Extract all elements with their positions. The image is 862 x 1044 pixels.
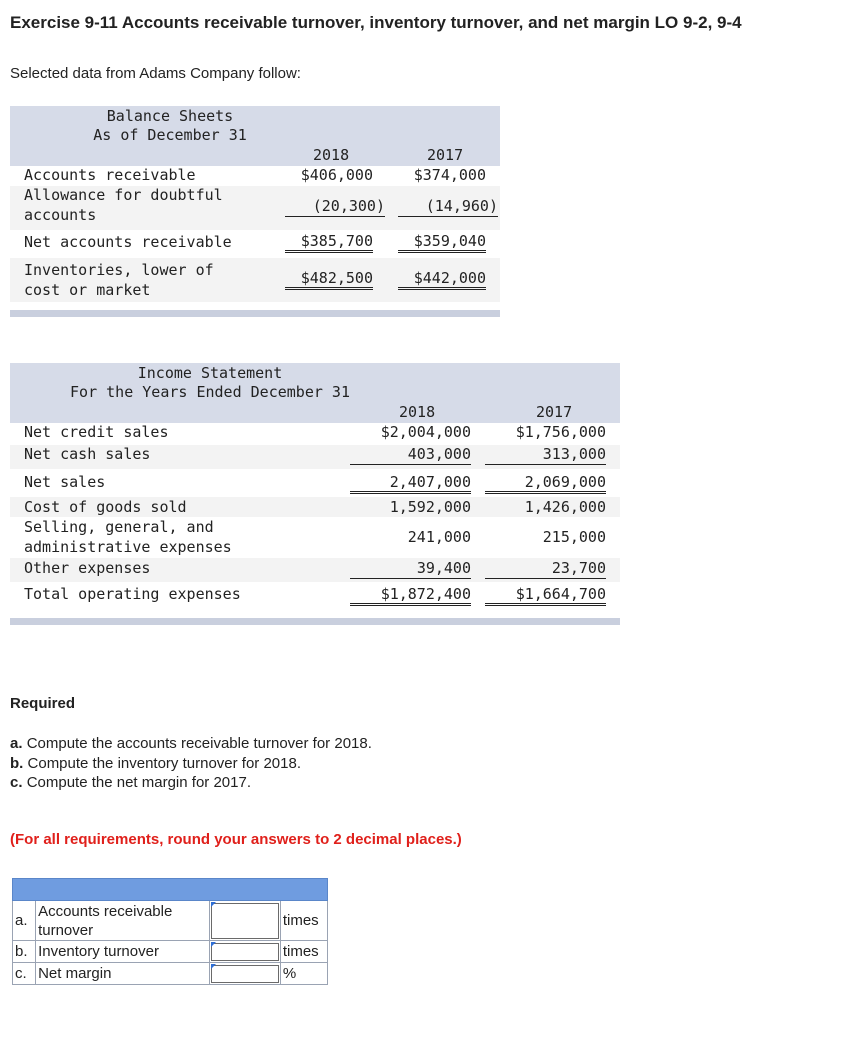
is-value-2017: $1,664,700: [485, 585, 606, 606]
is-value-2018: 2,407,000: [350, 473, 471, 494]
is-value-2017: 1,426,000: [524, 498, 606, 516]
is-col-2018: 2018: [399, 403, 436, 421]
is-row-net-credit-sales: [10, 423, 620, 445]
answer-label: Accounts receivable turnover: [36, 901, 210, 941]
bs-row-accounts-receivable: [10, 166, 500, 186]
bs-label: Allowance for doubtful: [24, 186, 223, 204]
answer-cell: [209, 901, 280, 941]
requirement-a: a. Compute the accounts receivable turnover for 2018.: [10, 735, 372, 752]
is-row-other-expenses: [10, 558, 620, 582]
bs-value-2017: $359,040: [398, 232, 486, 253]
is-value-2018: 1,592,000: [389, 498, 471, 516]
bs-row-allowance: [10, 186, 500, 230]
is-label: Net sales: [24, 473, 106, 491]
required-heading: Required: [10, 695, 76, 712]
bs-label: Accounts receivable: [24, 166, 196, 184]
is-value-2018: 241,000: [407, 528, 471, 546]
is-value-2017: 23,700: [485, 559, 606, 579]
answer-row-b: [13, 941, 328, 963]
bs-col-2018: 2018: [313, 146, 350, 164]
bs-label: Inventories, lower of: [24, 261, 214, 279]
is-subtitle: For the Years Ended December 31: [70, 383, 350, 401]
bs-label-cont: accounts: [24, 206, 97, 224]
income-statement-header: [10, 363, 620, 423]
answer-row-c: [13, 963, 328, 985]
is-bottom-bar: [10, 618, 620, 625]
requirement-c: c. Compute the net margin for 2017.: [10, 774, 251, 791]
is-label-cont: administrative expenses: [24, 538, 232, 556]
is-value-2017: 215,000: [542, 528, 606, 546]
net-margin-input[interactable]: [211, 965, 279, 983]
bs-row-inventories: [10, 258, 500, 302]
answer-unit: %: [280, 963, 327, 985]
is-value-2017: 313,000: [485, 445, 606, 465]
is-label: Net cash sales: [24, 445, 151, 463]
is-label: Other expenses: [24, 559, 151, 577]
answer-row-a: [13, 901, 328, 941]
answer-letter: c.: [13, 963, 36, 985]
is-label: Cost of goods sold: [24, 498, 187, 516]
is-row-net-sales: [10, 469, 620, 495]
is-label: Total operating expenses: [24, 585, 241, 603]
answer-label: Net margin: [36, 963, 210, 985]
answer-unit: times: [280, 941, 327, 963]
answer-unit: times: [280, 901, 327, 941]
balance-sheet-table: [10, 106, 500, 317]
requirement-b: b. Compute the inventory turnover for 2018.: [10, 754, 302, 772]
balance-sheet-subtitle: As of December 31: [93, 126, 247, 144]
is-col-2017: 2017: [536, 403, 573, 421]
bs-value-2017: $442,000: [398, 269, 486, 290]
bs-bottom-bar: [10, 310, 500, 317]
is-row-cogs: [10, 497, 620, 517]
bs-value-2018: (20,300): [285, 197, 385, 217]
answer-cell: [209, 941, 280, 963]
is-value-2017: $1,756,000: [515, 423, 606, 441]
answer-letter: a.: [13, 901, 36, 941]
balance-sheet-title: Balance Sheets: [106, 107, 234, 125]
rounding-note: (For all requirements, round your answers to 2 decimal places.): [10, 831, 462, 848]
bs-row-net-ar: [10, 230, 500, 254]
requirements-list: [10, 734, 372, 793]
inventory-turnover-input[interactable]: [211, 943, 279, 961]
bs-value-2017: (14,960): [398, 197, 498, 217]
is-row-net-cash-sales: [10, 445, 620, 469]
bs-value-2017: $374,000: [413, 166, 486, 184]
bs-value-2018: $406,000: [300, 166, 373, 184]
accounts-receivable-turnover-input[interactable]: [211, 903, 279, 939]
answer-label: Inventory turnover: [36, 941, 210, 963]
bs-label: Net accounts receivable: [24, 233, 232, 251]
is-title: Income Statement: [137, 364, 283, 382]
is-value-2018: 39,400: [350, 559, 471, 579]
is-value-2017: 2,069,000: [485, 473, 606, 494]
intro-text: Selected data from Adams Company follow:: [10, 65, 301, 82]
answer-table-header: [13, 879, 328, 901]
balance-sheet-header: [10, 106, 500, 166]
bs-label-cont: cost or market: [24, 281, 151, 299]
answer-table: [12, 878, 328, 985]
is-value-2018: $2,004,000: [380, 423, 471, 441]
bs-value-2018: $385,700: [285, 232, 373, 253]
is-value-2018: $1,872,400: [350, 585, 471, 606]
answer-letter: b.: [13, 941, 36, 963]
is-value-2018: 403,000: [350, 445, 471, 465]
bs-col-2017: 2017: [427, 146, 464, 164]
is-row-total-operating: [10, 582, 620, 608]
bs-value-2018: $482,500: [285, 269, 373, 290]
is-label: Selling, general, and: [24, 518, 214, 536]
exercise-title: Exercise 9-11 Accounts receivable turnover, inventory turnover, and net margin LO 9-2, 9-4: [10, 13, 742, 32]
is-row-sga: [10, 517, 620, 558]
income-statement-table: [10, 363, 620, 625]
answer-cell: [209, 963, 280, 985]
is-label: Net credit sales: [24, 423, 169, 441]
